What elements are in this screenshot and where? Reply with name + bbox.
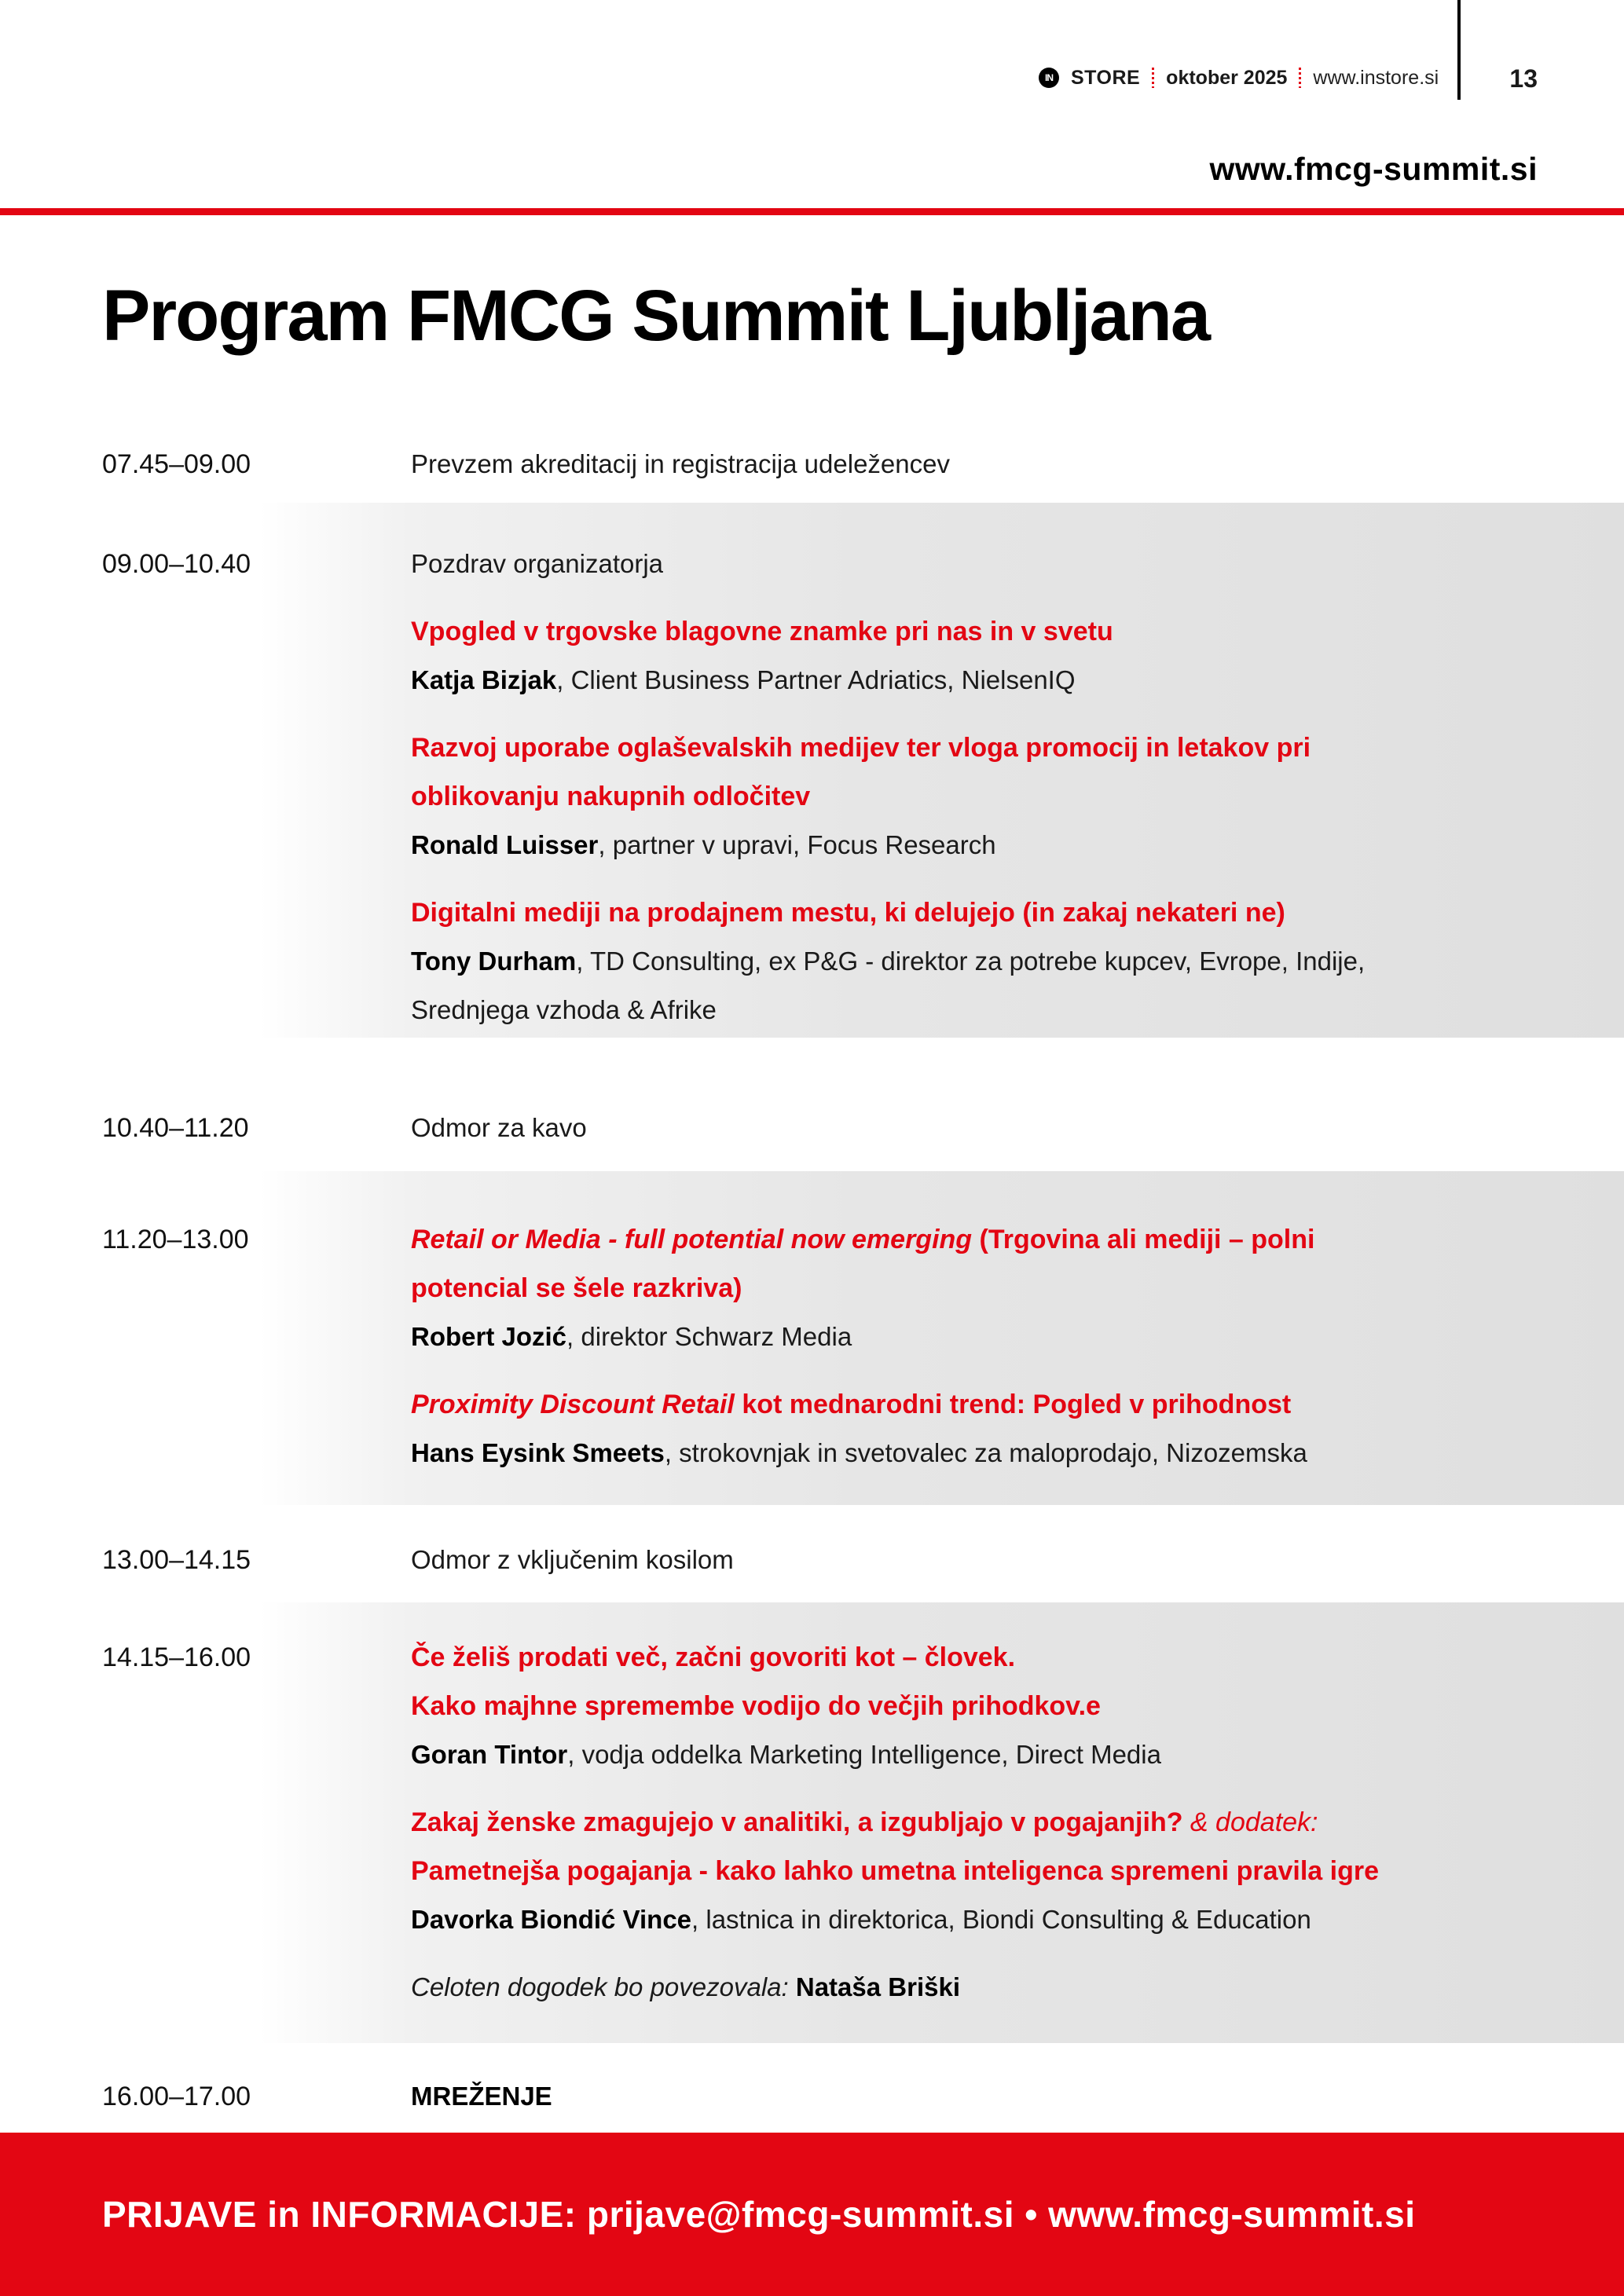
magazine-name: STORE	[1071, 67, 1141, 89]
row-content	[411, 440, 1624, 489]
session-title: (Trgovina ali mediji – polni	[979, 1225, 1315, 1254]
speaker-name: Tony Durham	[411, 947, 577, 976]
session-title: Razvoj uporabe oglaševalskih medijev ter vloga promocij in letakov pri	[411, 733, 1311, 763]
speaker-name: Ronald Luisser	[411, 830, 599, 859]
session-title: Zakaj ženske zmagujejo v analitiki, a izgubljajo v pogajanjih?	[411, 1807, 1183, 1837]
speaker-role: , partner v upravi, Focus Research	[598, 830, 996, 859]
session-title: kot mednarodni trend: Pogled v prihodnost	[734, 1390, 1292, 1419]
moderator-note: Celoten dogodek bo povezovala:	[411, 1972, 796, 2001]
dotted-separator-icon	[1299, 68, 1301, 88]
moderator-name: Nataša Briški	[795, 1972, 960, 2001]
time-label: 10.40–11.20	[102, 1113, 249, 1143]
event-website: www.fmcg-summit.si	[1209, 151, 1538, 187]
session-title: potencial se šele razkriva)	[411, 1273, 742, 1303]
session-text: Odmor z vključenim kosilom	[411, 1545, 734, 1574]
speaker-name: Davorka Biondić Vince	[411, 1905, 692, 1934]
time-label: 09.00–10.40	[102, 549, 251, 579]
footer-contact: prijave@fmcg-summit.si • www.fmcg-summit.si	[586, 2194, 1416, 2235]
red-rule	[0, 208, 1624, 215]
session-text: Prevzem akreditacij in registracija udeležencev	[411, 449, 950, 478]
time-label: 13.00–14.15	[102, 1545, 251, 1575]
schedule-row	[0, 2072, 1624, 2121]
issue-date: oktober 2025	[1166, 67, 1288, 89]
session-title-addendum: & dodatek:	[1182, 1807, 1318, 1837]
time-label: 07.45–09.00	[102, 449, 251, 479]
page-title: Program FMCG Summit Ljubljana	[102, 276, 1210, 356]
session-text: MREŽENJE	[411, 2082, 552, 2111]
instore-logo-icon	[1039, 68, 1059, 88]
footer-label: PRIJAVE in INFORMACIJE:	[102, 2194, 587, 2235]
row-content	[411, 1633, 1624, 2012]
header-divider-line	[1457, 0, 1461, 100]
speaker-name: Hans Eysink Smeets	[411, 1438, 665, 1467]
footer-text	[102, 2193, 1416, 2236]
speaker-name: Katja Bizjak	[411, 665, 557, 694]
speaker-role: Srednjega vzhoda & Afrike	[411, 995, 717, 1024]
row-content	[411, 1104, 1624, 1152]
masthead	[1039, 66, 1439, 90]
session-title: Digitalni mediji na prodajnem mestu, ki delujejo (in zakaj nekateri ne)	[411, 898, 1285, 928]
time-label: 14.15–16.00	[102, 1642, 251, 1672]
row-content	[411, 540, 1624, 1034]
magazine-website: www.instore.si	[1313, 67, 1439, 89]
speaker-role: , Client Business Partner Adriatics, NielsenIQ	[556, 665, 1076, 694]
row-content	[411, 2072, 1624, 2121]
schedule-row	[0, 1602, 1624, 2043]
session-text: Odmor za kavo	[411, 1113, 587, 1142]
speaker-name: Goran Tintor	[411, 1740, 568, 1769]
page-number: 13	[1509, 64, 1538, 93]
time-label: 16.00–17.00	[102, 2082, 251, 2111]
schedule-row	[0, 1171, 1624, 1505]
session-title: Kako majhne spremembe vodijo do večjih prihodkov.e	[411, 1691, 1101, 1721]
dotted-separator-icon	[1152, 68, 1154, 88]
footer-bar	[0, 2133, 1624, 2296]
session-title: Če želiš prodati več, začni govoriti kot – človek.	[411, 1642, 1016, 1672]
session-text: Pozdrav organizatorja	[411, 549, 664, 578]
session-title: Retail or Media - full potential now emerging	[411, 1225, 980, 1254]
speaker-role: , lastnica in direktorica, Biondi Consulting & Education	[691, 1905, 1311, 1934]
schedule-row	[0, 503, 1624, 1038]
schedule-row	[0, 440, 1624, 489]
speaker-role: , vodja oddelka Marketing Intelligence, Direct Media	[567, 1740, 1161, 1769]
schedule-row	[0, 1104, 1624, 1152]
speaker-role: , TD Consulting, ex P&G - direktor za potrebe kupcev, Evrope, Indije,	[576, 947, 1366, 976]
schedule-row	[0, 1536, 1624, 1584]
logo-monogram: IN	[1045, 72, 1053, 83]
speaker-role: , strokovnjak in svetovalec za maloprodajo, Nizozemska	[664, 1438, 1307, 1467]
session-title: Proximity Discount Retail	[411, 1390, 735, 1419]
session-title: Pametnejša pogajanja - kako lahko umetna inteligenca spremeni pravila igre	[411, 1856, 1379, 1886]
row-content	[411, 1215, 1624, 1478]
row-content	[411, 1536, 1624, 1584]
session-title: oblikovanju nakupnih odločitev	[411, 782, 811, 811]
speaker-name: Robert Jozić	[411, 1322, 567, 1351]
time-label: 11.20–13.00	[102, 1225, 249, 1254]
session-title: Vpogled v trgovske blagovne znamke pri nas in v svetu	[411, 617, 1113, 646]
speaker-role: , direktor Schwarz Media	[566, 1322, 852, 1351]
